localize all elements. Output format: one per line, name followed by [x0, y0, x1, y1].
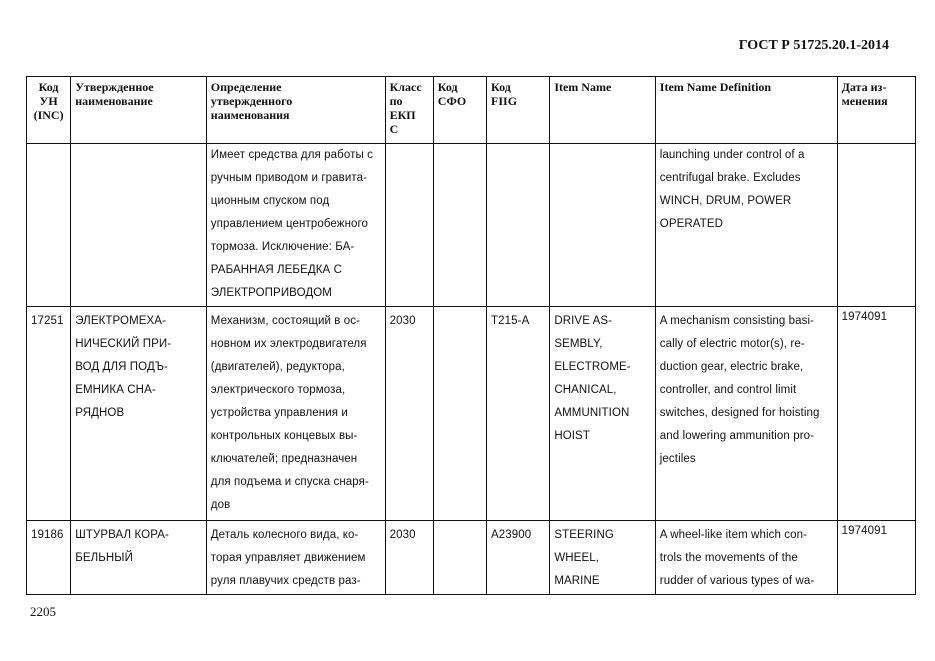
- cell-change-date: 1974091: [837, 521, 915, 595]
- cell-item-name-definition: A mechanism consisting basi- cally of electric motor(s), re- duction gear, electric brake, controller, and control limit switches, designed for hoisting and lowering ammunition pro- jectiles: [655, 307, 837, 521]
- cell-approved-name: ШТУРВАЛ КОРА- БЕЛЬНЫЙ: [71, 521, 207, 595]
- column-header-item-name: Item Name: [550, 77, 655, 144]
- cell-fiig: [487, 144, 550, 307]
- cell-class: 2030: [385, 307, 433, 521]
- column-header-fiig: Код FIIG: [487, 77, 550, 144]
- cell-item-name-definition: launching under control of a centrifugal brake. Excludes WINCH, DRUM, POWER OPERATED: [655, 144, 837, 307]
- cell-sfo: [433, 307, 486, 521]
- cell-class: 2030: [385, 521, 433, 595]
- cell-inc: [27, 144, 71, 307]
- column-header-change-date: Дата из- менения: [837, 77, 915, 144]
- page-number: 2205: [30, 604, 56, 619]
- column-header-definition: Определение утвержденного наименования: [206, 77, 385, 144]
- cell-change-date: 1974091: [837, 307, 915, 521]
- cell-approved-name: ЭЛЕКТРОМЕХА- НИЧЕСКИЙ ПРИ- ВОД ДЛЯ ПОДЪ- ЕМНИКА СНА- РЯДНОВ: [71, 307, 207, 521]
- column-header-approved-name: Утвержденное наименование: [71, 77, 207, 144]
- cell-fiig: T215-A: [487, 307, 550, 521]
- column-header-class: Класс по ЕКП С: [385, 77, 433, 144]
- cell-item-name: [550, 144, 655, 307]
- standard-number: ГОСТ Р 51725.20.1-2014: [738, 38, 889, 53]
- table-row: [27, 144, 916, 307]
- table-row: [27, 521, 916, 595]
- table-header-row: [27, 77, 916, 144]
- cell-definition: Имеет средства для работы с ручным приводом и гравита- ционным спуском под управлением центробежного тормоза. Исключение: БА- РАБАННАЯ ЛЕБЕДКА С ЭЛЕКТРОПРИВОДОМ: [206, 144, 385, 307]
- cell-fiig: A23900: [487, 521, 550, 595]
- cell-sfo: [433, 144, 486, 307]
- cell-sfo: [433, 521, 486, 595]
- table-row: [27, 307, 916, 521]
- cell-definition: Механизм, состоящий в ос- новном их электродвигателя (двигателей), редуктора, электрического тормоза, устройства управления и контрольных концевых вы- ключателей; предназначен для подъема и спуска снаря- дов: [206, 307, 385, 521]
- cell-inc: 17251: [27, 307, 71, 521]
- column-header-item-name-definition: Item Name Definition: [655, 77, 837, 144]
- column-header-inc: Код УН (INC): [27, 77, 71, 144]
- cell-item-name: STEERING WHEEL, MARINE: [550, 521, 655, 595]
- cell-inc: 19186: [27, 521, 71, 595]
- classification-table: [26, 76, 916, 595]
- column-header-sfo: Код СФО: [433, 77, 486, 144]
- cell-definition: Деталь колесного вида, ко- торая управляет движением руля плавучих средств раз-: [206, 521, 385, 595]
- cell-class: [385, 144, 433, 307]
- cell-change-date: [837, 144, 915, 307]
- cell-item-name-definition: A wheel-like item which con- trols the movements of the rudder of various types of wa-: [655, 521, 837, 595]
- cell-item-name: DRIVE AS- SEMBLY, ELECTROME- CHANICAL, AMMUNITION HOIST: [550, 307, 655, 521]
- cell-approved-name: [71, 144, 207, 307]
